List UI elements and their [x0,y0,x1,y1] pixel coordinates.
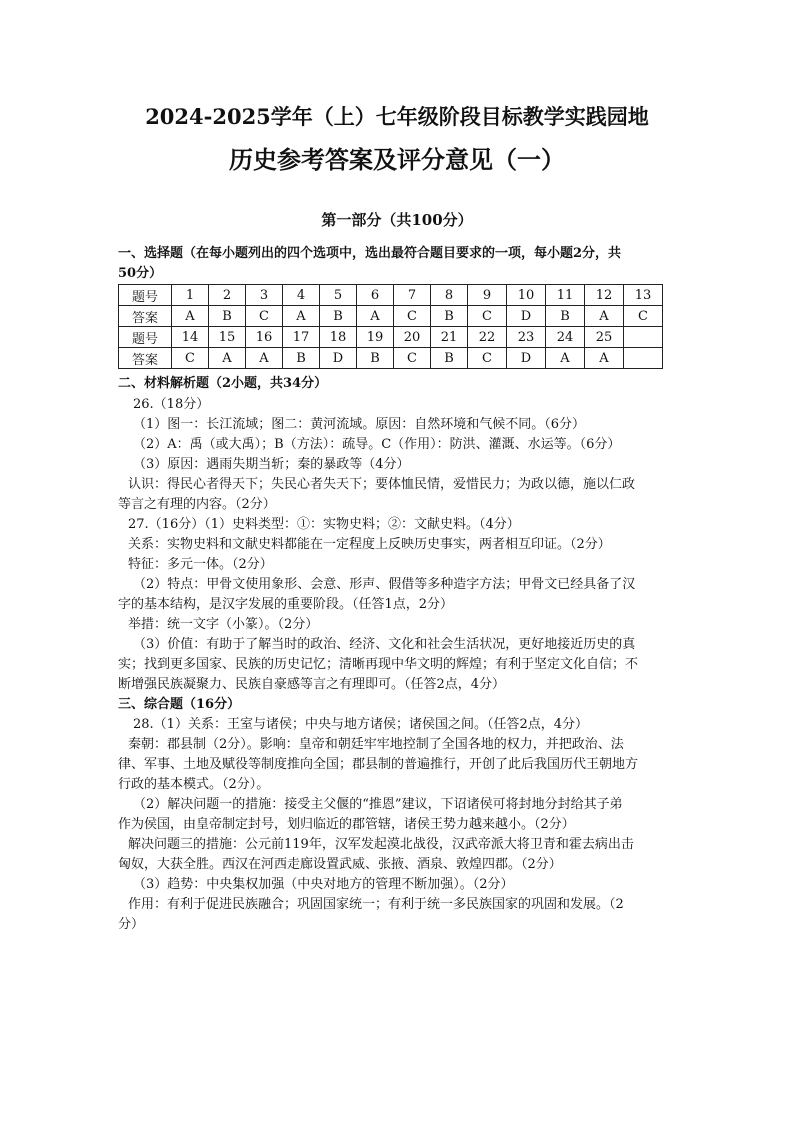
answer-line: 律、军事、土地及赋役等制度推向全国；郡县制的普遍推行，开创了此后我国历代王朝地方 [118,757,639,772]
table-cell: A [246,348,283,369]
table-cell: C [246,306,283,327]
table-cell: C [394,348,431,369]
table-cell: 20 [394,327,431,348]
table-cell: 13 [624,285,663,306]
table-cell: 25 [585,327,624,348]
table-cell: C [624,306,663,327]
table-cell: C [172,348,209,369]
answer-line: 断增强民族凝聚力、民族自豪感等言之有理即可。（任答2点，4分） [118,677,506,692]
table-cell: C [468,348,507,369]
answer-line: 字的基本结构，是汉字发展的重要阶段。（任答1点，2分） [118,597,454,612]
table-cell: 21 [431,327,468,348]
table-cell: 9 [468,285,507,306]
document-title: 2024-2025学年（上）七年级阶段目标教学实践园地 [145,104,649,129]
answer-line: （2）解决问题一的措施：接受主父偃的“推恩”建议，下诏诸侯可将封地分封给其子弟 [133,797,623,812]
table-cell: B [320,306,357,327]
table-cell: 23 [507,327,546,348]
table-cell: 24 [546,327,585,348]
table-cell [624,348,663,369]
table-cell: 12 [585,285,624,306]
table-cell: B [283,348,320,369]
table-cell: A [283,306,320,327]
table-row [119,327,663,348]
table-cell: B [546,306,585,327]
table-cell: A [585,306,624,327]
table-cell: B [209,306,246,327]
row-label: 答案 [119,306,172,327]
row-label: 题号 [119,285,172,306]
answer-table [118,284,663,369]
answer-line: 匈奴，大获全胜。西汉在河西走廊设置武威、张掖、酒泉、敦煌四郡。（2分） [118,857,562,872]
answer-line: 28.（1）关系：王室与诸侯；中央与地方诸侯；诸侯国之间。（任答2点，4分） [133,717,588,732]
table-cell: 3 [246,285,283,306]
answer-line: 认识：得民心者得天下；失民心者失天下；要体恤民情，爱惜民力；为政以德，施以仁政 [128,477,636,492]
answer-line: 举措：统一文字（小篆）。（2分） [128,617,319,632]
answer-line: 秦朝：郡县制（2分）。影响：皇帝和朝廷牢牢地控制了全国各地的权力，并把政治、法 [128,737,624,752]
row-label: 题号 [119,327,172,348]
answer-line: （3）价值：有助于了解当时的政治、经济、文化和社会生活状况，更好地接近历史的真 [133,637,636,652]
answer-line: 实；找到更多国家、民族的历史记忆；清晰再现中华文明的辉煌；有利于坚定文化自信；不 [118,657,639,672]
table-cell: D [507,306,546,327]
table-cell: 16 [246,327,283,348]
table-cell: 18 [320,327,357,348]
table-cell: 17 [283,327,320,348]
answer-line: 行政的基本模式。（2分）。 [118,777,270,792]
answer-line: （2）特点：甲骨文使用象形、会意、形声、假借等多种造字方法；甲骨文已经具备了汉 [133,577,636,592]
section1-heading-cont: 50分） [118,266,163,281]
table-cell: A [357,306,394,327]
table-row [119,306,663,327]
table-cell: 7 [394,285,431,306]
table-cell: B [431,306,468,327]
table-cell: D [320,348,357,369]
answer-line: 分） [118,917,145,932]
table-cell: 5 [320,285,357,306]
table-cell: 8 [431,285,468,306]
table-cell: 22 [468,327,507,348]
table-cell: C [394,306,431,327]
table-cell: 11 [546,285,585,306]
answer-line: （1）图一：长江流域；图二：黄河流域。原因：自然环境和气候不同。（6分） [133,417,586,432]
table-cell: 4 [283,285,320,306]
part-title: 第一部分（共100分） [321,211,473,229]
answer-line: 作为侯国，由皇帝制定封号，划归临近的郡管辖，诸侯王势力越来越小。（2分） [118,817,575,832]
table-cell: B [357,348,394,369]
table-cell: C [468,306,507,327]
table-cell: 19 [357,327,394,348]
answer-line: 26.（18分） [133,397,210,412]
table-cell: 14 [172,327,209,348]
table-cell: A [172,306,209,327]
answer-line: 解决问题三的措施：公元前119年，汉军发起漠北战役，汉武帝派大将卫青和霍去病出击 [128,837,634,852]
answer-line: （3）趋势：中央集权加强（中央对地方的管理不断加强）。（2分） [133,877,514,892]
table-cell: 1 [172,285,209,306]
answer-line: 27.（16分）（1）史料类型：①：实物史料；②：文献史料。（4分） [128,517,520,532]
table-cell: 15 [209,327,246,348]
table-cell: 2 [209,285,246,306]
answer-line: 作用：有利于促进民族融合；巩固国家统一；有利于统一多民族国家的巩固和发展。（2 [128,897,624,912]
table-row [119,348,663,369]
section1-heading: 一、选择题（在每小题列出的四个选项中，选出最符合题目要求的一项，每小题2分，共 [118,246,622,261]
table-cell: B [431,348,468,369]
table-cell [624,327,663,348]
table-cell: A [585,348,624,369]
section2-heading: 二、材料解析题（2小题，共34分） [118,376,328,391]
table-cell: D [507,348,546,369]
table-row [119,285,663,306]
answer-line: （2）A：禹（或大禹）；B（方法）：疏导。C（作用）：防洪、灌溉、水运等。（6分） [133,437,621,452]
answer-line: 关系：实物史料和文献史料都能在一定程度上反映历史事实，两者相互印证。（2分） [128,537,611,552]
table-cell: A [209,348,246,369]
answer-line: （3）原因：遇雨失期当斩；秦的暴政等（4分） [133,457,410,472]
answer-line: 等言之有理的内容。（2分） [118,497,276,512]
table-cell: 10 [507,285,546,306]
answer-line: 特征：多元一体。（2分） [128,557,273,572]
table-cell: 6 [357,285,394,306]
section3-heading: 三、综合题（16分） [118,697,241,712]
table-cell: A [546,348,585,369]
document-subtitle: 历史参考答案及评分意见（一） [229,145,565,174]
row-label: 答案 [119,348,172,369]
